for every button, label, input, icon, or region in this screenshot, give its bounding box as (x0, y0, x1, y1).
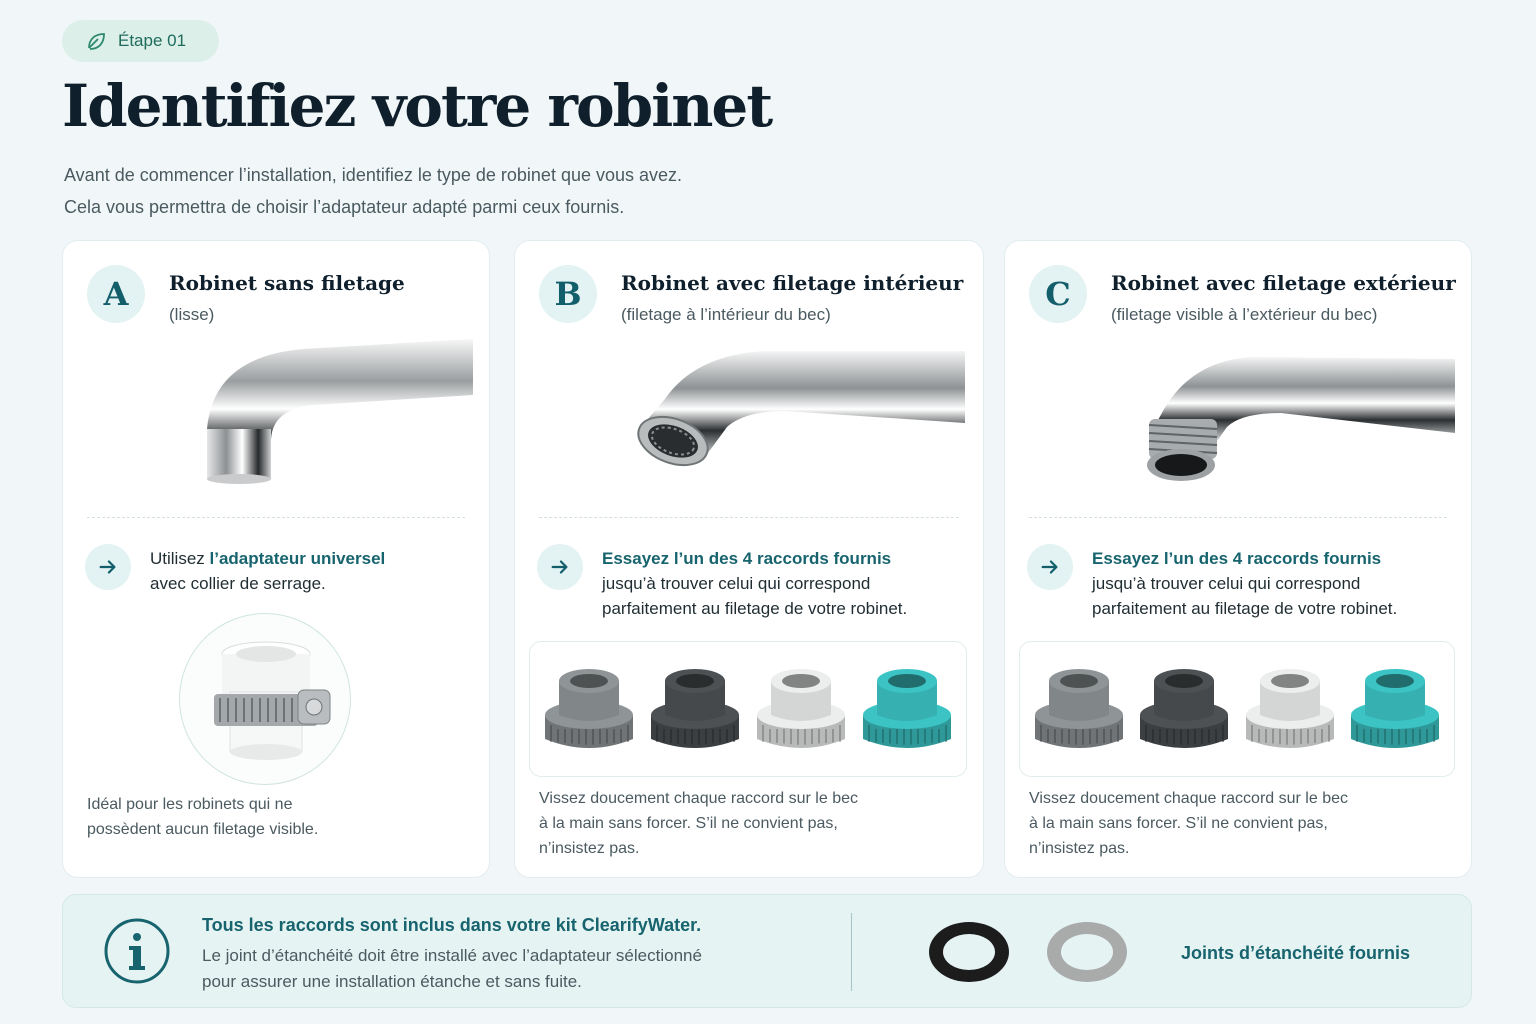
arrow-right-icon (537, 544, 583, 590)
card-divider (539, 517, 959, 518)
card-divider (87, 517, 465, 518)
instruction-line: avec collier de serrage. (150, 574, 326, 593)
intro-text (64, 159, 682, 223)
card-title: Robinet avec filetage extérieur (1111, 271, 1456, 295)
card-instruction (602, 546, 907, 621)
footer-title: Tous les raccords sont inclus dans votre kit ClearifyWater. (202, 915, 702, 935)
instruction-highlight: l’adaptateur universel (209, 549, 386, 568)
arrow-right-icon (85, 544, 131, 590)
footer-line: pour assurer une installation étanche et sans fuite. (202, 972, 582, 991)
fitting-4 (1347, 661, 1443, 757)
card-letter: A (87, 265, 145, 323)
fittings-set (1019, 641, 1455, 777)
note-line: Vissez doucement chaque raccord sur le bec (539, 790, 858, 807)
card-note (1029, 786, 1348, 861)
note-line: à la main sans forcer. S’il ne convient pas, (1029, 815, 1328, 832)
card-external-thread-faucet (1004, 240, 1472, 878)
footer-text (202, 943, 702, 995)
card-subtitle: (lisse) (169, 305, 215, 324)
intro-line-2: Cela vous permettra de choisir l’adaptateur adapté parmi ceux fournis. (64, 197, 625, 217)
card-divider (1029, 517, 1447, 518)
note-line: Idéal pour les robinets qui ne (87, 796, 293, 813)
external-thread-faucet-image (1141, 349, 1457, 485)
card-instruction (150, 546, 385, 596)
fitting-4 (859, 661, 955, 757)
fitting-3 (1242, 661, 1338, 757)
step-badge (62, 20, 219, 62)
info-icon (103, 917, 171, 985)
card-letter: B (539, 265, 597, 323)
instruction-highlight: Essayez l’un des 4 raccords fournis (1092, 549, 1382, 568)
card-subtitle: (filetage à l’intérieur du bec) (621, 305, 831, 324)
card-internal-thread-faucet (514, 240, 984, 878)
internal-thread-faucet-image (635, 341, 967, 471)
grey-seal-image (1045, 919, 1129, 985)
fitting-1 (541, 661, 637, 757)
black-seal-image (927, 919, 1011, 985)
card-title: Robinet avec filetage intérieur (621, 271, 964, 295)
footer-line: Le joint d’étanchéité doit être installé avec l’adaptateur sélectionné (202, 946, 702, 965)
seals-label: Joints d’étanchéité fournis (1181, 943, 1411, 963)
card-letter: C (1029, 265, 1087, 323)
note-line: n’insistez pas. (539, 840, 640, 857)
fittings-set (529, 641, 967, 777)
leaf-icon (84, 29, 108, 53)
footer-info-panel (62, 894, 1472, 1008)
fitting-3 (753, 661, 849, 757)
smooth-faucet-image (193, 329, 483, 489)
instruction-line: parfaitement au filetage de votre robinet. (602, 599, 908, 618)
card-instruction (1092, 546, 1397, 621)
page-title: Identifiez votre robinet (62, 72, 772, 140)
note-line: n’insistez pas. (1029, 840, 1130, 857)
card-note (539, 786, 858, 861)
instruction-highlight: Essayez l’un des 4 raccords fournis (602, 549, 892, 568)
instruction-line: jusqu’à trouver celui qui correspond (1092, 574, 1361, 593)
note-line: possèdent aucun filetage visible. (87, 821, 319, 838)
card-smooth-faucet (62, 240, 490, 878)
instruction-prefix: Utilisez (150, 549, 210, 568)
instruction-line: parfaitement au filetage de votre robinet. (1092, 599, 1398, 618)
fitting-2 (1136, 661, 1232, 757)
fitting-1 (1031, 661, 1127, 757)
footer-divider (851, 913, 852, 991)
fitting-2 (647, 661, 743, 757)
card-subtitle: (filetage visible à l’extérieur du bec) (1111, 305, 1378, 324)
card-title: Robinet sans filetage (169, 271, 405, 295)
instruction-line: jusqu’à trouver celui qui correspond (602, 574, 871, 593)
arrow-right-icon (1027, 544, 1073, 590)
note-line: Vissez doucement chaque raccord sur le bec (1029, 790, 1348, 807)
universal-adapter-image (179, 613, 351, 785)
card-note (87, 792, 318, 842)
note-line: à la main sans forcer. S’il ne convient pas, (539, 815, 838, 832)
step-label: Étape 01 (118, 31, 187, 50)
intro-line-1: Avant de commencer l’installation, identifiez le type de robinet que vous avez. (64, 165, 683, 185)
